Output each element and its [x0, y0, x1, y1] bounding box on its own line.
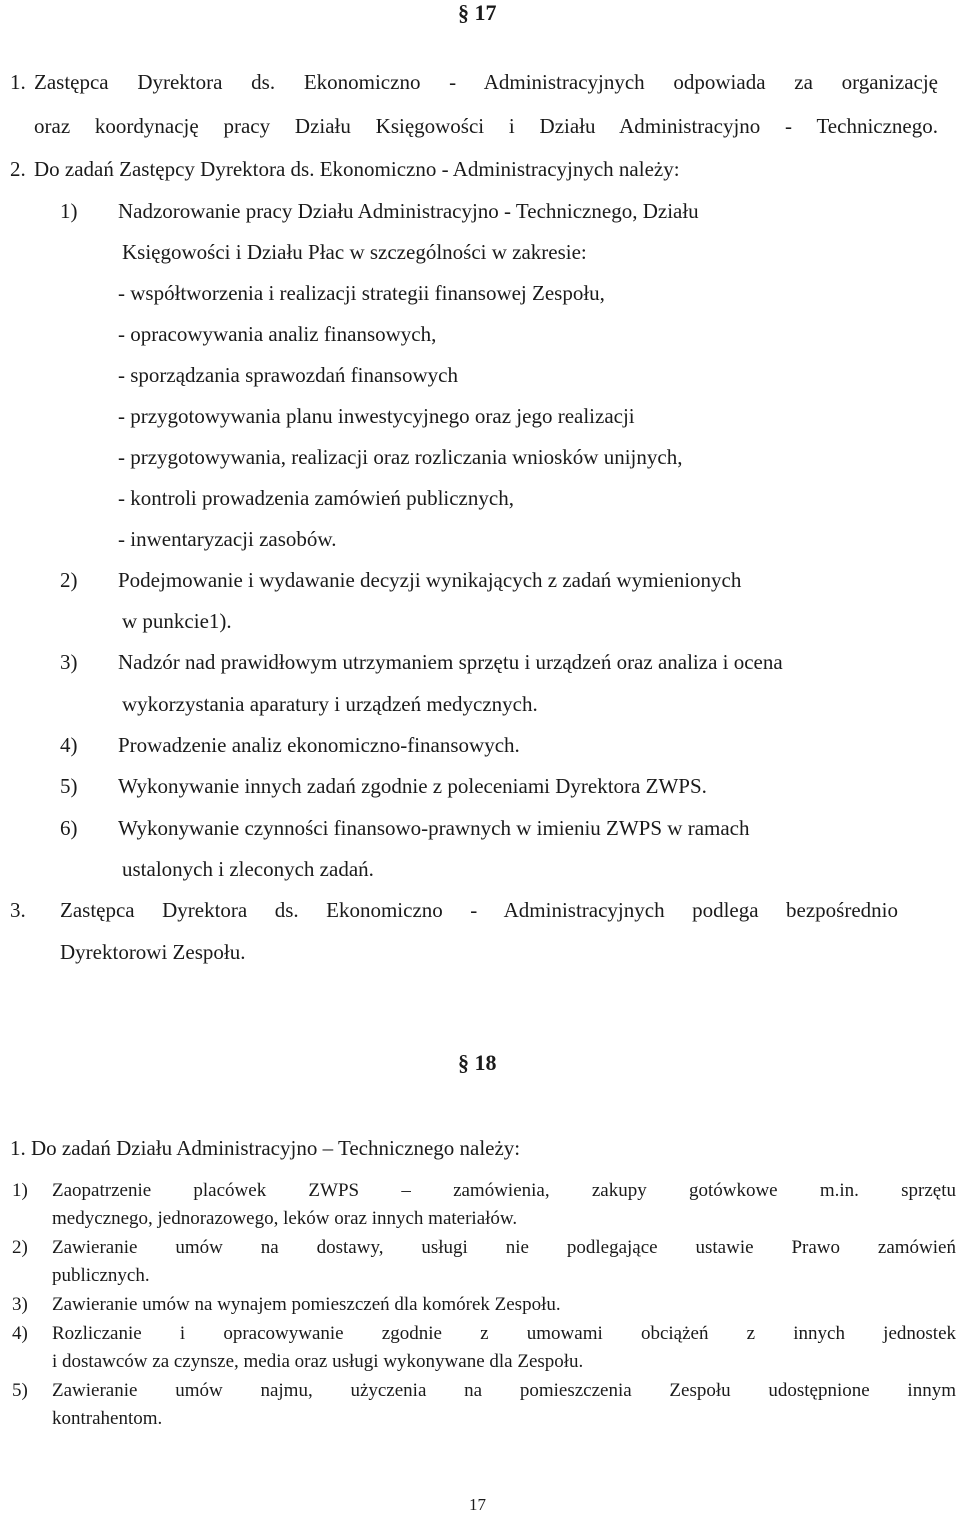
- item-5-number: 5): [60, 774, 78, 798]
- para-1-line-2: oraz koordynację pracy Działu Księgowości i Działu Administracyjno - Technicznego.: [34, 114, 938, 138]
- s18-item-2-line-2: publicznych.: [52, 1265, 150, 1286]
- item-3-line-1: Nadzór nad prawidłowym utrzymaniem sprzętu i urządzeń oraz analiza i ocena: [118, 650, 783, 674]
- item-1-line-2: Księgowości i Działu Płac w szczególności w zakresie:: [122, 240, 587, 264]
- para-3-number: 3.: [10, 898, 26, 922]
- s18-item-5-line-2: kontrahentom.: [52, 1408, 163, 1429]
- subitem-4: - przygotowywania planu inwestycyjnego oraz jego realizacji: [118, 404, 635, 428]
- subitem-6: - kontroli prowadzenia zamówień publicznych,: [118, 486, 514, 510]
- item-6-line-1: Wykonywanie czynności finansowo-prawnych w imieniu ZWPS w ramach: [118, 816, 750, 840]
- s18-item-3-line-1: Zawieranie umów na wynajem pomieszczeń dla komórek Zespołu.: [52, 1294, 561, 1315]
- para-1-number: 1.: [10, 70, 26, 94]
- s18-item-1-line-1: Zaopatrzenie placówek ZWPS – zamówienia, zakupy gotówkowe m.in. sprzętu: [52, 1180, 956, 1201]
- item-2-line-2: w punkcie1).: [122, 609, 232, 633]
- subitem-3: - sporządzania sprawozdań finansowych: [118, 363, 458, 387]
- item-1-line-1: Nadzorowanie pracy Działu Administracyjno - Technicznego, Działu: [118, 199, 699, 223]
- item-3-line-2: wykorzystania aparatury i urządzeń medycznych.: [122, 692, 538, 716]
- item-6-line-2: ustalonych i zleconych zadań.: [122, 857, 374, 881]
- item-3-number: 3): [60, 650, 78, 674]
- s18-item-5-line-1: Zawieranie umów najmu, użyczenia na pomieszczenia Zespołu udostępnione innym: [52, 1380, 956, 1401]
- section-18-intro: 1. Do zadań Działu Administracyjno – Technicznego należy:: [10, 1136, 521, 1160]
- subitem-5: - przygotowywania, realizacji oraz rozliczania wniosków unijnych,: [118, 445, 683, 469]
- s18-item-4-line-1: Rozliczanie i opracowywanie zgodnie z umowami obciążeń z innych jednostek: [52, 1323, 956, 1344]
- s18-item-4-number: 4): [12, 1323, 28, 1344]
- section-18-heading: § 18: [458, 1050, 497, 1075]
- subitem-7: - inwentaryzacji zasobów.: [118, 527, 337, 551]
- item-4-line-1: Prowadzenie analiz ekonomiczno-finansowych.: [118, 733, 520, 757]
- subitem-2: - opracowywania analiz finansowych,: [118, 322, 437, 346]
- para-2-intro: Do zadań Zastępcy Dyrektora ds. Ekonomiczno - Administracyjnych należy:: [34, 157, 680, 181]
- s18-item-2-number: 2): [12, 1237, 28, 1258]
- item-2-number: 2): [60, 568, 78, 592]
- subitem-1: - współtworzenia i realizacji strategii finansowej Zespołu,: [118, 281, 605, 305]
- s18-item-5-number: 5): [12, 1380, 28, 1401]
- s18-item-4-line-2: i dostawców za czynsze, media oraz usługi wykonywane dla Zespołu.: [52, 1351, 584, 1372]
- para-3-line-2: Dyrektorowi Zespołu.: [60, 940, 246, 964]
- s18-item-2-line-1: Zawieranie umów na dostawy, usługi nie podlegające ustawie Prawo zamówień: [52, 1237, 956, 1258]
- s18-item-1-number: 1): [12, 1180, 28, 1201]
- s18-item-1-line-2: medycznego, jednorazowego, leków oraz innych materiałów.: [52, 1208, 518, 1229]
- page-number: 17: [469, 1495, 486, 1514]
- para-2-number: 2.: [10, 157, 26, 181]
- item-2-line-1: Podejmowanie i wydawanie decyzji wynikających z zadań wymienionych: [118, 568, 742, 592]
- para-1-line-1: Zastępca Dyrektora ds. Ekonomiczno - Administracyjnych odpowiada za organizację: [34, 70, 938, 94]
- para-3-line-1: Zastępca Dyrektora ds. Ekonomiczno - Administracyjnych podlega bezpośrednio: [60, 898, 898, 922]
- item-5-line-1: Wykonywanie innych zadań zgodnie z poleceniami Dyrektora ZWPS.: [118, 774, 707, 798]
- item-4-number: 4): [60, 733, 78, 757]
- s18-item-3-number: 3): [12, 1294, 28, 1315]
- section-17-heading: § 17: [458, 0, 497, 25]
- item-1-number: 1): [60, 199, 78, 223]
- item-6-number: 6): [60, 816, 78, 840]
